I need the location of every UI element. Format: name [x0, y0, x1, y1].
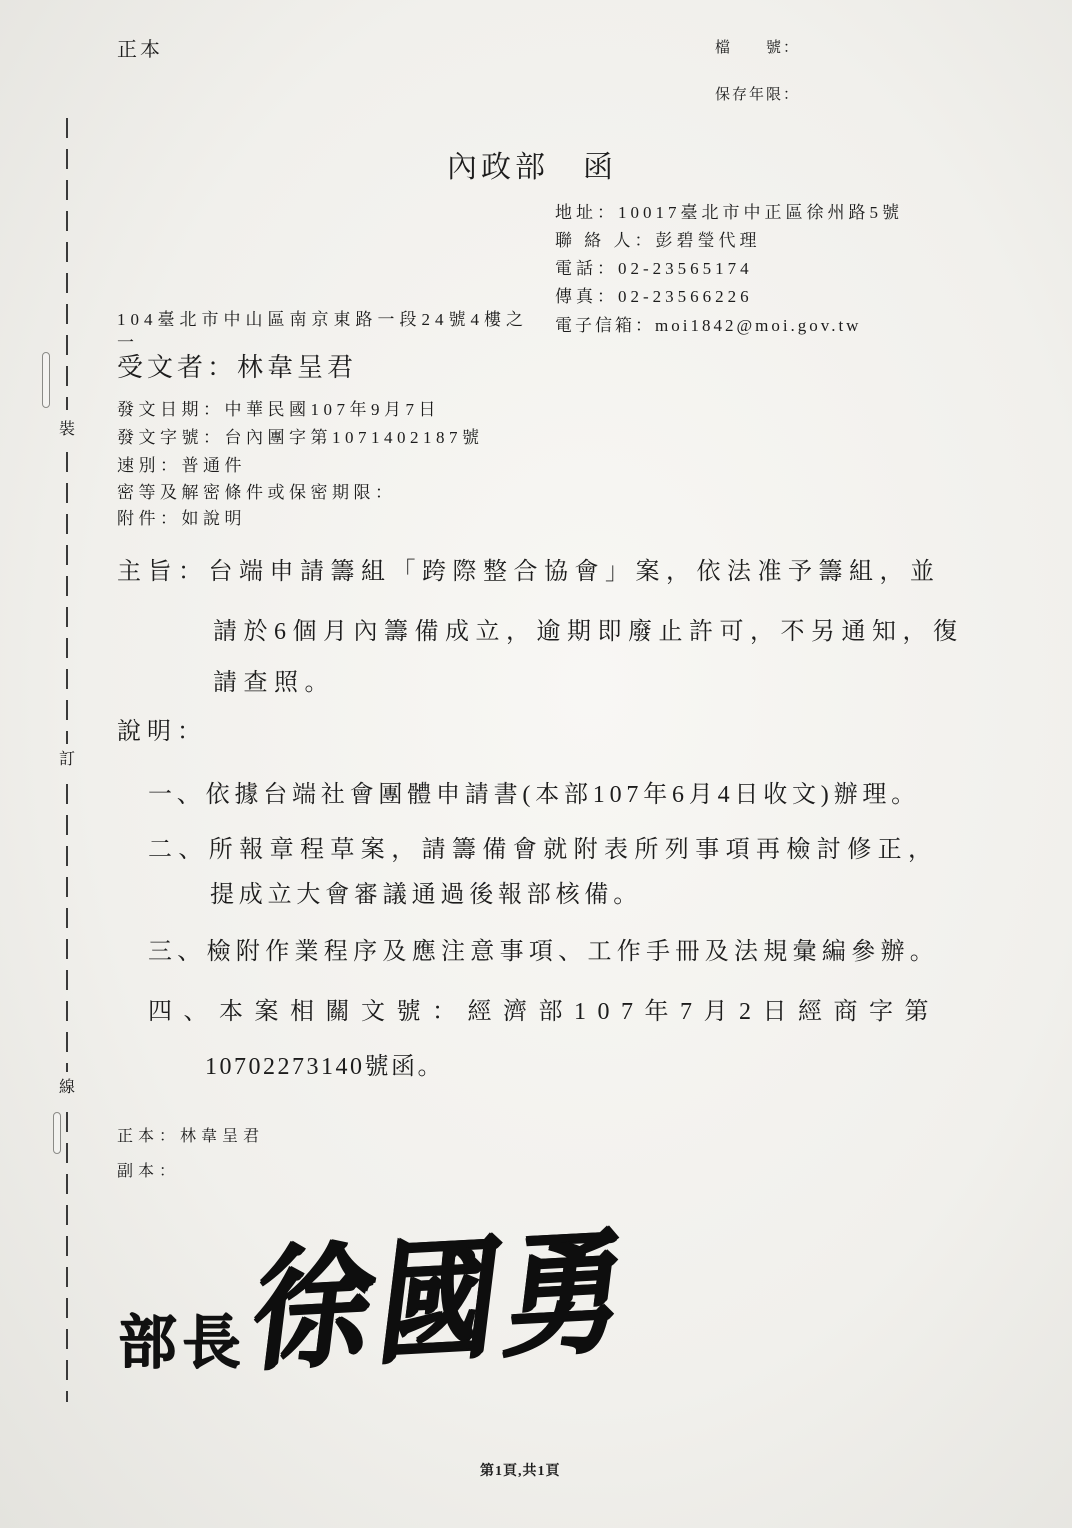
file-number-label: 檔 號：	[715, 40, 801, 56]
document-number: 發文字號：台內團字第1071402187號	[117, 428, 484, 447]
urgency: 速別：普通件	[117, 456, 246, 475]
handwritten-signature: 徐國勇	[244, 1218, 641, 1386]
signature-title: 部長	[118, 1310, 247, 1375]
explanation-heading: 說明：	[117, 719, 207, 745]
binding-label-zhuang: 裝	[59, 421, 76, 438]
explanation-item: 二、所報章程草案，請籌備會就附表所列事項再檢討修正，	[148, 837, 939, 863]
explanation-item: 四、本案相關文號：經濟部107年7月2日經商字第	[148, 999, 940, 1025]
page-number: 第1頁,共1頁	[480, 1464, 561, 1479]
staple-mark	[42, 352, 50, 408]
sender-fax: 傳真：02-23566226	[555, 287, 753, 306]
sender-phone: 電話：02-23565174	[555, 259, 753, 278]
binding-dashed-line	[66, 784, 68, 1072]
staple-mark	[53, 1112, 61, 1154]
binding-dashed-line	[66, 1112, 68, 1402]
binding-label-xian: 線	[59, 1079, 76, 1096]
issue-date: 發文日期：中華民國107年9月7日	[117, 400, 440, 419]
confidentiality: 密等及解密條件或保密期限：	[117, 483, 397, 502]
sender-address: 地址：10017臺北市中正區徐州路5號	[555, 203, 903, 222]
binding-label-ding: 訂	[59, 751, 76, 768]
document-title: 內政部 函	[447, 151, 617, 184]
recipient-address-line: 104臺北市中山區南京東路一段24號4樓之	[117, 310, 528, 329]
sender-contact-person: 聯 絡 人：彭碧瑩代理	[555, 231, 761, 250]
binding-dashed-line	[66, 452, 68, 744]
distribution-original: 正本：林韋呈君	[117, 1128, 265, 1145]
retention-period-label: 保存年限：	[715, 87, 801, 103]
explanation-item: 一、依據台端社會團體申請書(本部107年6月4日收文)辦理。	[148, 782, 920, 808]
explanation-item: 三、檢附作業程序及應注意事項、工作手冊及法規彙編參辦。	[148, 939, 940, 965]
recipient-address-line: 一	[117, 333, 139, 352]
attachments: 附件：如說明	[117, 509, 246, 528]
recipient-name: 受文者：林韋呈君	[117, 353, 358, 382]
distribution-copy: 副本：	[117, 1163, 181, 1180]
sender-email: 電子信箱：moi1842@moi.gov.tw	[555, 316, 862, 335]
explanation-item-continuation: 10702273140號函。	[205, 1054, 444, 1080]
subject-line: 主旨：台端申請籌組「跨際整合協會」案，依法准予籌組，並	[117, 559, 941, 585]
subject-line: 請於6個月內籌備成立，逾期即廢止許可，不另通知，復	[213, 619, 964, 645]
subject-line: 請查照。	[213, 670, 335, 696]
explanation-item-continuation: 提成立大會審議通過後報部核備。	[210, 882, 642, 908]
copy-type-label: 正本	[117, 39, 163, 61]
binding-dashed-line	[66, 118, 68, 410]
